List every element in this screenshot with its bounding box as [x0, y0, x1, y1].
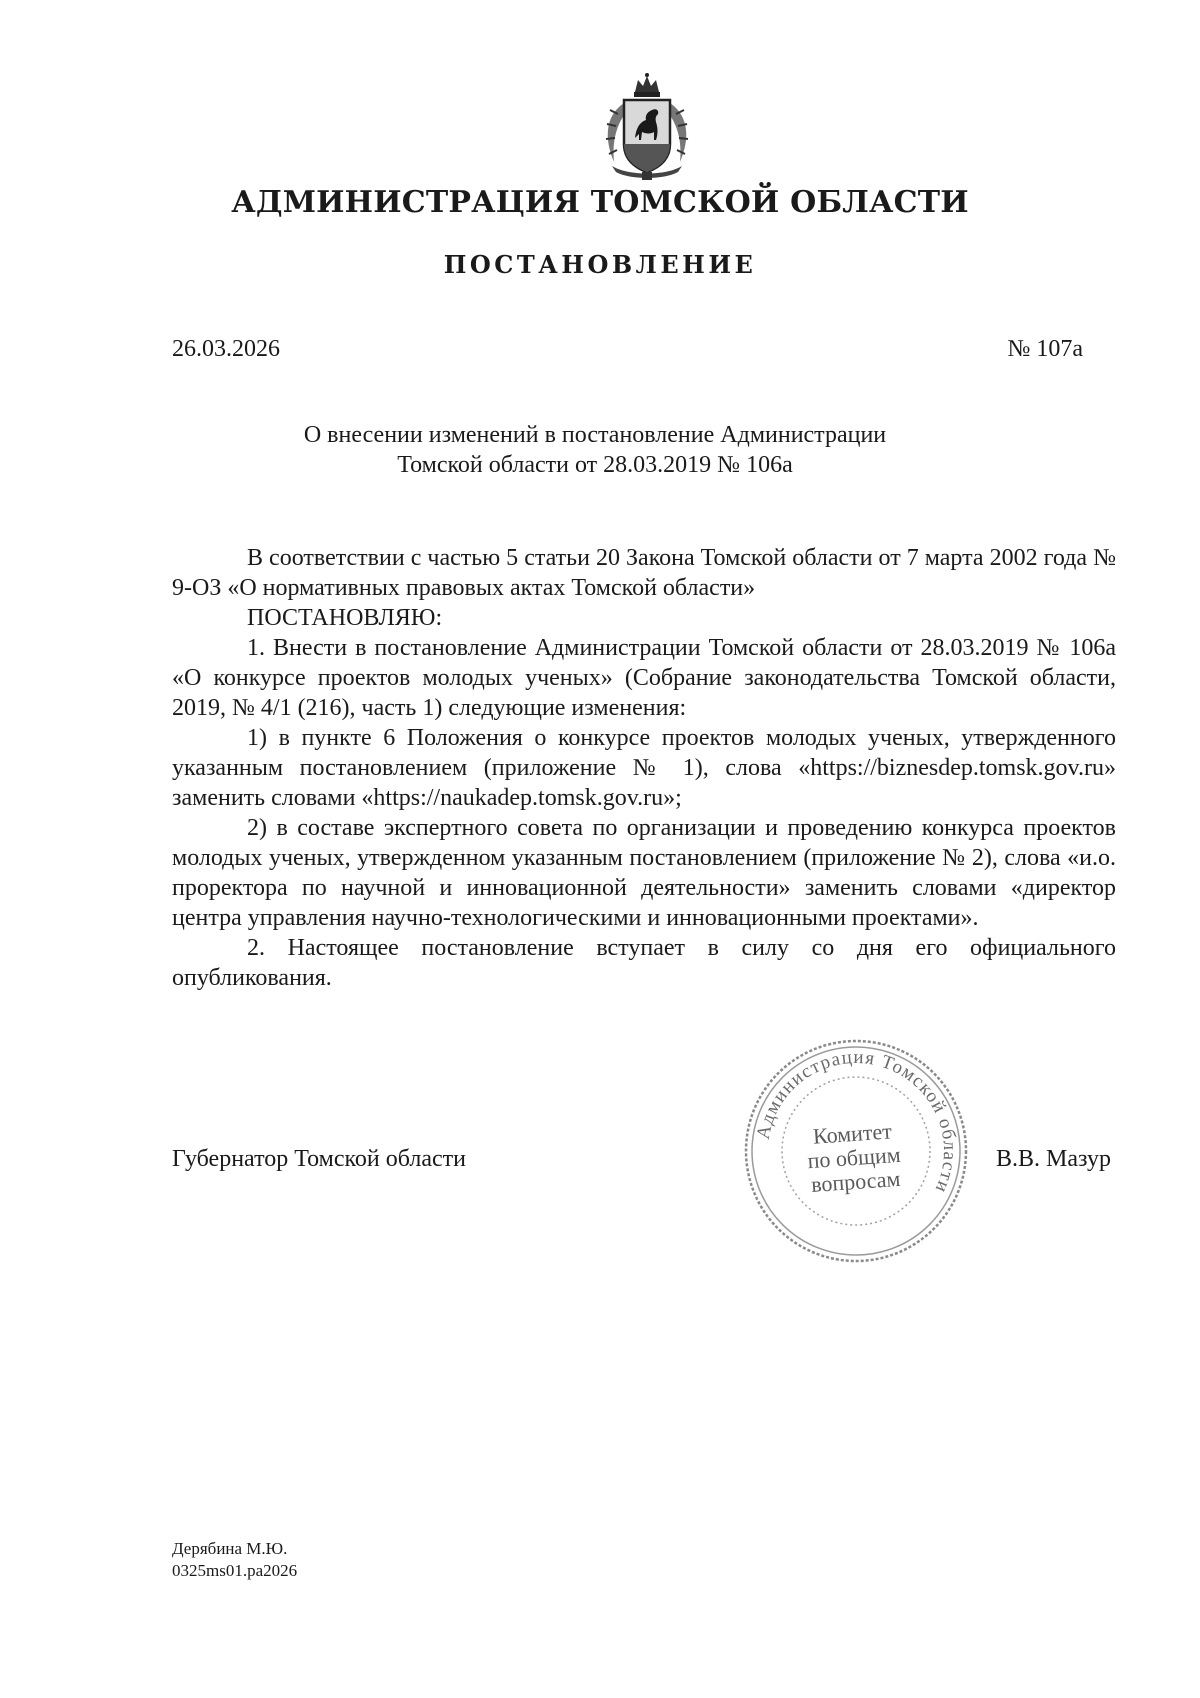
item-1-paragraph: 1. Внести в постановление Администрации Томской области от 28.03.2019 № 106а «О конкурсе проектов молодых ученых» (Собрание законодательства Томской области, 2019, № 4/1 (216), часть 1) следующие изменения:: [172, 635, 1116, 721]
document-number: № 107а: [1007, 336, 1083, 362]
subject-line-2: Томской области от 28.03.2019 № 106а: [397, 452, 793, 478]
executor-info: [172, 1538, 297, 1582]
preamble-paragraph: В соответствии с частью 5 статьи 20 Закона Томской области от 7 марта 2002 года № 9-ОЗ «О нормативных правовых актах Томской области»: [172, 545, 1116, 601]
stamp-line-1: Комитет: [812, 1118, 893, 1149]
organization-title: АДМИНИСТРАЦИЯ ТОМСКОЙ ОБЛАСТИ: [231, 185, 969, 220]
tomsk-coat-of-arms-icon: [588, 72, 706, 184]
signatory-position: Губернатор Томской области: [172, 1146, 466, 1172]
document-code: 0325ms01.pa2026: [172, 1561, 298, 1580]
document-body: [172, 543, 1116, 993]
executor-name: Дерябина М.Ю.: [172, 1539, 288, 1558]
stamp-line-3: вопросам: [810, 1165, 902, 1198]
item-1-1-paragraph: 1) в пункте 6 Положения о конкурсе проектов молодых ученых, утвержденного указанным постановлением (приложение № 1), слова «https://biznesdep.tomsk.gov.ru» заменить словами «https://naukadep.tomsk.gov.ru»;: [172, 725, 1116, 811]
item-2-paragraph: 2. Настоящее постановление вступает в силу со дня его официального опубликования.: [172, 935, 1116, 991]
item-1-2-paragraph: 2) в составе экспертного совета по организации и проведению конкурса проектов молодых ученых, утвержденном указанным постановлением (приложение № 2), слова «и.о. проректора по научной и инновационной деятельности» заменить словами «директор центра управления научно-технологическими и инновационными проектами».: [172, 815, 1116, 931]
resolve-keyword: ПОСТАНОВЛЯЮ:: [247, 605, 443, 631]
document-subject: [200, 420, 990, 480]
stamp-line-2: по общим: [806, 1141, 902, 1174]
signatory-name: В.В. Мазур: [996, 1146, 1111, 1172]
stamp-ring-text: Администрация Томской области: [752, 1046, 961, 1197]
document-date: 26.03.2026: [172, 336, 280, 362]
subject-line-1: О внесении изменений в постановление Администрации: [303, 422, 887, 448]
document-type: ПОСТАНОВЛЕНИЕ: [443, 250, 757, 279]
official-stamp: [742, 1037, 970, 1265]
